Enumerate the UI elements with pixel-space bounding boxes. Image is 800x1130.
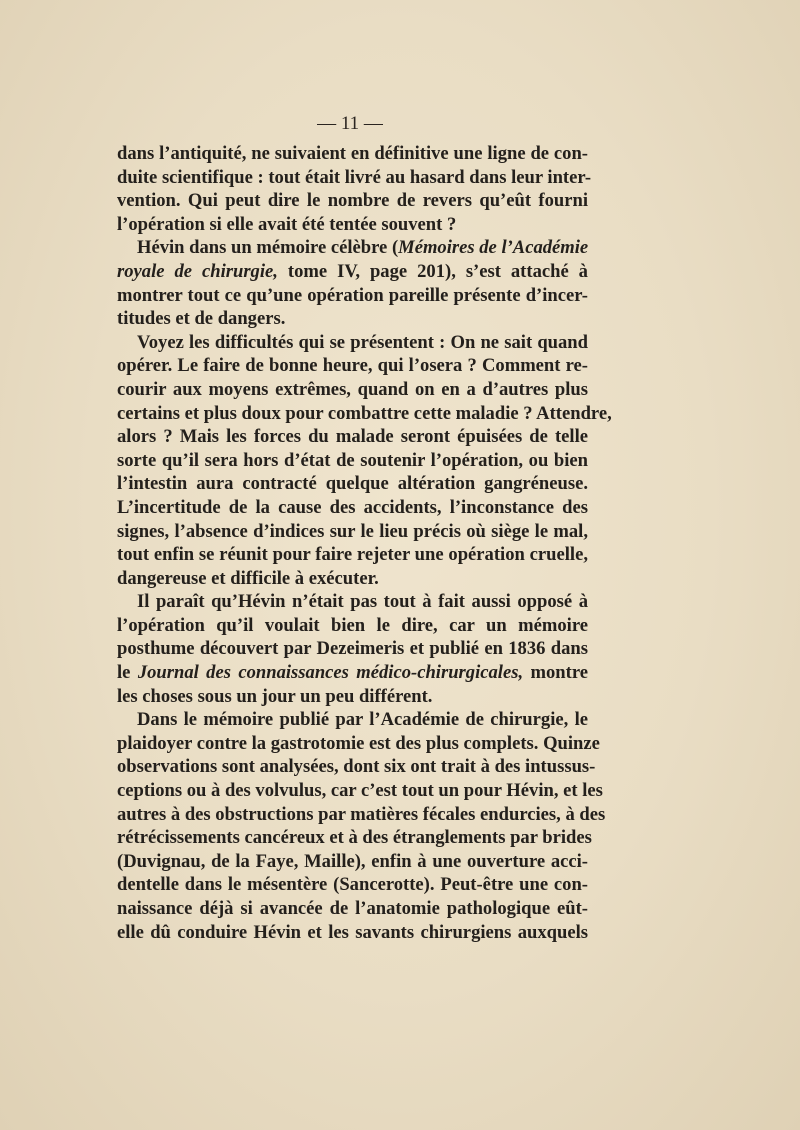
italic-title: royale de chirurgie,	[117, 260, 278, 282]
text-line: les choses sous un jour un peu différent.	[117, 685, 433, 707]
text-line: montrer tout ce qu’une opération pareille présente d’incer-	[117, 284, 588, 306]
text-line: autres à des obstructions par matières fécales endurcies, à des	[117, 803, 606, 825]
text-line: L’incertitude de la cause des accidents, l’inconstance des	[117, 496, 588, 518]
text-line: titudes et de dangers.	[117, 308, 286, 330]
text-line: alors ? Mais les forces du malade seront épuisées de telle	[117, 426, 588, 448]
text-line: Dans le mémoire publié par l’Académie de chirurgie, le	[137, 709, 588, 731]
text-line: Il paraît qu’Hévin n’était pas tout à fait aussi opposé à	[137, 591, 588, 613]
text-line: courir aux moyens extrêmes, quand on en a d’autres plus	[117, 378, 588, 400]
text-line: opérer. Le faire de bonne heure, qui l’osera ? Comment re-	[117, 355, 588, 377]
italic-title: Journal des connaissances médico-chirurgicales,	[137, 662, 524, 684]
text-line: vention. Qui peut dire le nombre de revers qu’eût fourni	[117, 190, 588, 212]
text-line	[117, 260, 588, 284]
text-segment: Hévin dans un mémoire célèbre (	[137, 237, 399, 259]
text-line: rétrécissements cancéreux et à des étranglements par brides	[117, 827, 592, 849]
text-line: (Duvignau, de la Faye, Maille), enfin à une ouverture acci-	[117, 850, 588, 872]
text-line: Voyez les difficultés qui se présentent : On ne sait quand	[137, 331, 588, 353]
text-line: sorte qu’il sera hors d’état de soutenir l’opération, ou bien	[117, 449, 588, 471]
text-line: dangereuse et difficile à exécuter.	[117, 567, 379, 589]
text-line: observations sont analysées, dont six ont trait à des intussus-	[117, 756, 596, 778]
text-segment: tome IV, page 201), s’est attaché à	[277, 260, 588, 282]
italic-title: Mémoires de l’Académie	[398, 237, 589, 259]
text-line: duite scientifique : tout était livré au hasard dans leur inter-	[117, 166, 592, 188]
text-line: posthume découvert par Dezeimeris et publié en 1836 dans	[117, 638, 588, 660]
text-line: tout enfin se réunit pour faire rejeter une opération cruelle,	[117, 544, 588, 566]
text-line	[117, 236, 588, 260]
text-segment: montre	[523, 662, 588, 684]
text-line: plaidoyer contre la gastrotomie est des plus complets. Quinze	[117, 732, 600, 754]
text-line	[117, 661, 588, 685]
text-line: signes, l’absence d’indices sur le lieu précis où siège le mal,	[117, 520, 588, 542]
body-text	[117, 142, 612, 944]
text-line: ceptions ou à des volvulus, car c’est tout un pour Hévin, et les	[117, 780, 603, 802]
text-line: l’intestin aura contracté quelque altération gangréneuse.	[117, 473, 588, 495]
text-line: elle dû conduire Hévin et les savants chirurgiens auxquels	[117, 921, 588, 943]
text-line: dentelle dans le mésentère (Sancerotte). Peut-être une con-	[117, 874, 588, 896]
text-segment: le	[117, 662, 138, 684]
text-line: dans l’antiquité, ne suivaient en définitive une ligne de con-	[117, 143, 588, 164]
text-line: naissance déjà si avancée de l’anatomie pathologique eût-	[117, 898, 588, 919]
text-line: certains et plus doux pour combattre cette maladie ? Attendre,	[117, 402, 612, 424]
page-number: — 11 —	[317, 113, 383, 134]
text-line: l’opération qu’il voulait bien le dire, car un mémoire	[117, 614, 588, 636]
text-line: l’opération si elle avait été tentée souvent ?	[117, 213, 457, 235]
